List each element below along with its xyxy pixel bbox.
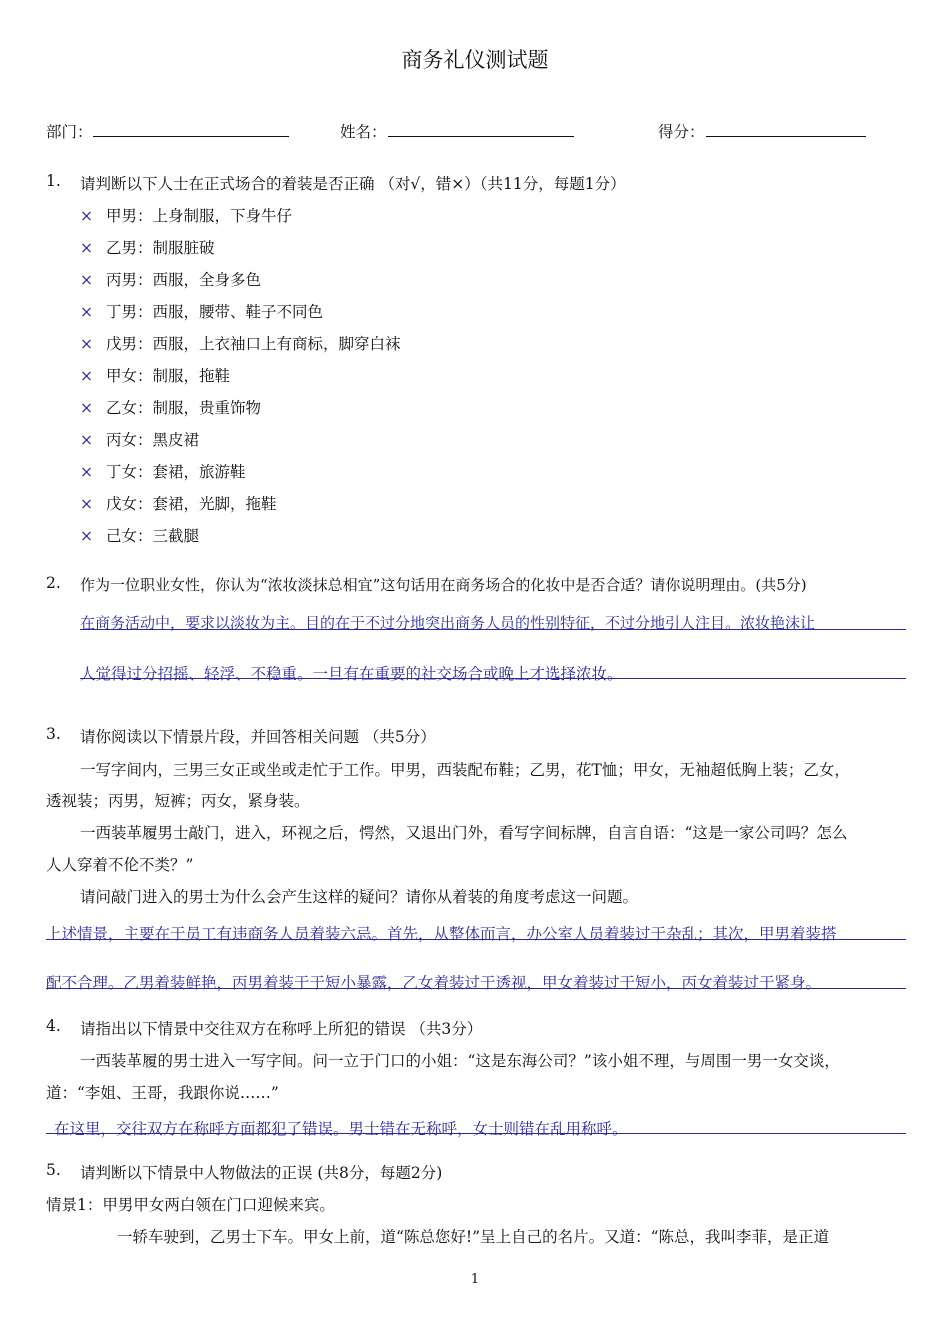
q1-item: × 丙女：黑皮裙 <box>80 431 200 449</box>
name-field[interactable] <box>388 136 574 137</box>
q3-paragraph-2-cont: 人人穿着不伦不类？” <box>46 856 194 874</box>
q4-paragraph-1: 一西装革履的男士进入一写字间。问一立于门口的小姐：“这是东海公司？”该小姐不理，与周围一男一女交谈， <box>80 1052 840 1070</box>
wrong-mark-icon: × <box>80 495 93 513</box>
wrong-mark-icon: × <box>80 335 93 353</box>
q1-item: × 戊男：西服，上衣袖口上有商标，脚穿白袜 <box>80 335 401 353</box>
wrong-mark-icon: × <box>80 431 93 449</box>
wrong-mark-icon: × <box>80 527 93 545</box>
q1-item: × 丙男：西服，全身多色 <box>80 271 262 289</box>
q4-text: 请指出以下情景中交往双方在称呼上所犯的错误 （共3分） <box>80 1020 483 1038</box>
q3-answer-line-1: 上述情景，主要在于员工有违商务人员着装六忌。首先，从整体而言，办公室人员着装过于杂乱；其次，甲男着装搭 <box>46 925 837 943</box>
page-title: 商务礼仪测试题 <box>401 48 549 72</box>
q1-item: × 乙女：制服，贵重饰物 <box>80 399 262 417</box>
q5-scene-1: 情景1：甲男甲女两白领在门口迎候来宾。 <box>46 1196 335 1214</box>
wrong-mark-icon: × <box>80 367 93 385</box>
q2-answer-line-2: 人觉得过分招摇、轻浮、不稳重。一旦有在重要的社交场合或晚上才选择浓妆。 <box>80 665 623 683</box>
q1-text: 请判断以下人士在正式场合的着装是否正确 （对√，错×）（共11分，每题1分） <box>80 175 626 193</box>
q5-text: 请判断以下情景中人物做法的正误 (共8分，每题2分) <box>80 1164 443 1182</box>
q2-answer-line-1: 在商务活动中，要求以淡妆为主。目的在于不过分地突出商务人员的性别特征，不过分地引人注目。浓妆艳沫让 <box>80 614 816 632</box>
q3-paragraph-1: 一写字间内，三男三女正或坐或走忙于工作。甲男，西装配布鞋；乙男，花T恤；甲女，无袖超低胸上装；乙女， <box>80 761 850 779</box>
q1-item: × 乙男：制服脏破 <box>80 239 215 257</box>
q4-number: 4. <box>46 1017 61 1035</box>
wrong-mark-icon: × <box>80 463 93 481</box>
name-label: 姓名： <box>340 123 387 141</box>
q1-item: × 丁女：套裙，旅游鞋 <box>80 463 246 481</box>
q2-answer-underline-1 <box>80 629 906 630</box>
q2-number: 2. <box>46 574 61 592</box>
q1-item: × 己女：三截腿 <box>80 527 200 545</box>
q5-paragraph-1: 一轿车驶到，乙男士下车。甲女上前，道“陈总您好!”呈上自己的名片。又道：“陈总，我叫李菲，是正道 <box>117 1228 830 1246</box>
wrong-mark-icon: × <box>80 207 93 225</box>
q3-text: 请你阅读以下情景片段，并回答相关问题 （共5分） <box>80 728 436 746</box>
score-label: 得分： <box>658 123 705 141</box>
dept-field[interactable] <box>93 136 289 137</box>
q1-item: × 丁男：西服，腰带、鞋子不同色 <box>80 303 324 321</box>
q4-paragraph-1-cont: 道：“李姐、王哥，我跟你说……” <box>46 1084 279 1102</box>
wrong-mark-icon: × <box>80 271 93 289</box>
q3-answer-underline-2 <box>46 988 906 989</box>
q3-number: 3. <box>46 725 61 743</box>
q4-answer: 在这里，交往双方在称呼方面都犯了错误。男士错在无称呼，女士则错在乱用称呼。 <box>54 1120 628 1138</box>
q1-item: × 甲男：上身制服，下身牛仔 <box>80 207 293 225</box>
score-field[interactable] <box>706 136 866 137</box>
q2-text: 作为一位职业女性，你认为“浓妆淡抹总相宜”这句话用在商务场合的化妆中是否合适？请你说明理由。(共5分) <box>80 576 807 594</box>
wrong-mark-icon: × <box>80 399 93 417</box>
q5-number: 5. <box>46 1161 61 1179</box>
wrong-mark-icon: × <box>80 239 93 257</box>
wrong-mark-icon: × <box>80 303 93 321</box>
q1-item: × 甲女：制服，拖鞋 <box>80 367 231 385</box>
page-number: 1 <box>470 1272 480 1287</box>
q2-answer-underline-2 <box>80 678 906 679</box>
q1-number: 1. <box>46 172 61 190</box>
q1-item: × 戊女：套裙，光脚，拖鞋 <box>80 495 277 513</box>
q3-answer-underline-1 <box>46 939 906 940</box>
q3-answer-line-2: 配不合理。乙男着装鲜艳，丙男着装于于短小暴露，乙女着装过于透视，甲女着装过于短小，丙女着装过于紧身。 <box>46 974 822 992</box>
q3-paragraph-1-cont: 透视装；丙男，短裤；丙女，紧身装。 <box>46 792 310 810</box>
q3-paragraph-2: 一西装革履男士敲门，进入，环视之后，愕然，又退出门外，看写字间标牌，自言自语：“这是一家公司吗？怎么 <box>80 824 848 842</box>
q3-question: 请问敲门进入的男士为什么会产生这样的疑问？请你从着装的角度考虑这一问题。 <box>80 888 639 906</box>
dept-label: 部门： <box>46 123 93 141</box>
q4-answer-underline <box>46 1133 906 1134</box>
